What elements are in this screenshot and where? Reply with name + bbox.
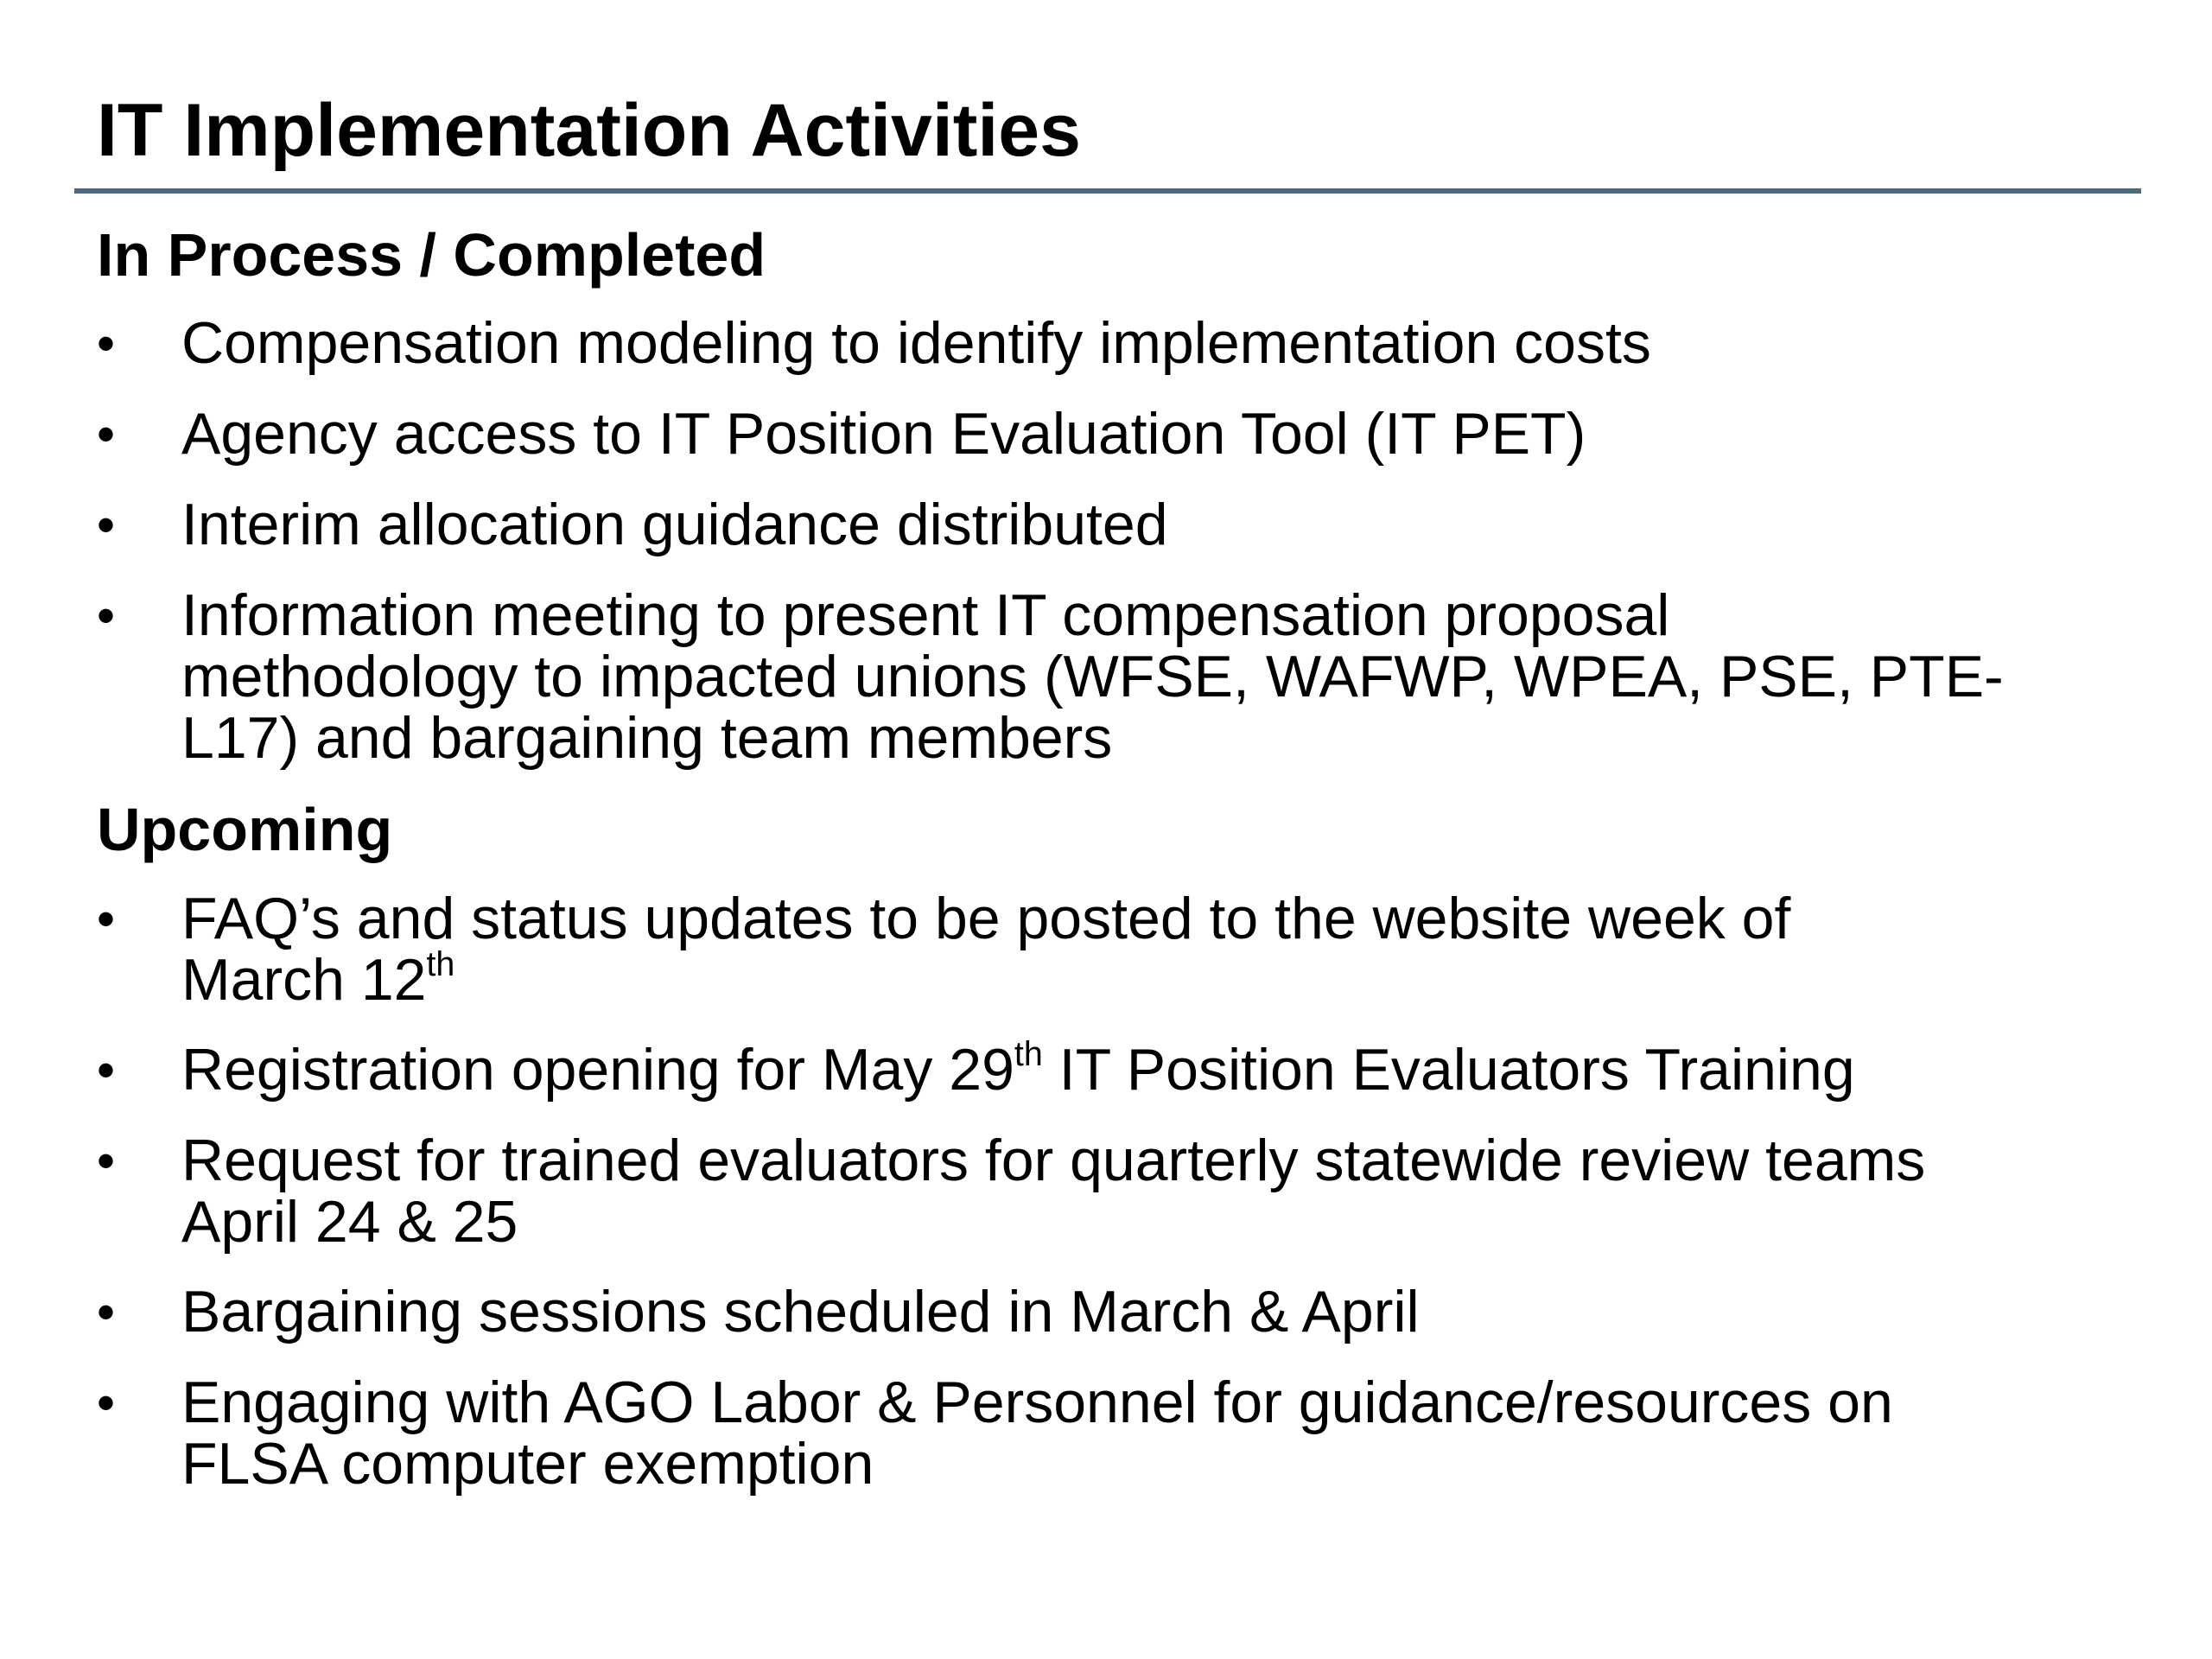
bullet-icon: • <box>97 587 116 645</box>
list-item-text: Bargaining sessions scheduled in March & April <box>181 1279 1420 1344</box>
bullet-icon: • <box>97 1374 116 1432</box>
ordinal-suffix: th <box>1014 1034 1043 1073</box>
list-item-text: FAQ’s and status updates to be posted to the website week of <box>181 886 1791 951</box>
bullet-icon: • <box>97 315 116 372</box>
title-divider <box>74 188 2141 194</box>
list-item-text: L17) and bargaining team members <box>181 705 1113 771</box>
list-item-text: Information meeting to present IT compensation proposal <box>181 582 1670 648</box>
list-item-text: March 12th <box>181 944 455 1013</box>
bullet-icon: • <box>97 890 116 948</box>
list-item-text: April 24 & 25 <box>181 1189 518 1255</box>
section-heading-in-process: In Process / Completed <box>97 221 766 289</box>
list-item-text: Compensation modeling to identify implementation costs <box>181 310 1651 376</box>
bullet-icon: • <box>97 1041 116 1099</box>
bullet-icon: • <box>97 1132 116 1190</box>
bullet-icon: • <box>97 496 116 554</box>
list-item-text: Agency access to IT Position Evaluation Tool (IT PET) <box>181 401 1586 467</box>
list-item-text: FLSA computer exemption <box>181 1431 874 1497</box>
list-item-text: methodology to impacted unions (WFSE, WAFWP, WPEA, PSE, PTE- <box>181 644 2004 709</box>
slide-title: IT Implementation Activities <box>97 89 1081 172</box>
list-item-text: Engaging with AGO Labor & Personnel for guidance/resources on <box>181 1370 1893 1435</box>
section-heading-upcoming: Upcoming <box>97 796 393 863</box>
bullet-icon: • <box>97 405 116 463</box>
list-item-text: Request for trained evaluators for quarterly statewide review teams <box>181 1128 1926 1193</box>
ordinal-suffix: th <box>426 944 455 983</box>
list-item-text: Interim allocation guidance distributed <box>181 492 1168 557</box>
list-item-text: Registration opening for May 29th IT Position Evaluators Training <box>181 1034 1855 1103</box>
bullet-icon: • <box>97 1283 116 1341</box>
